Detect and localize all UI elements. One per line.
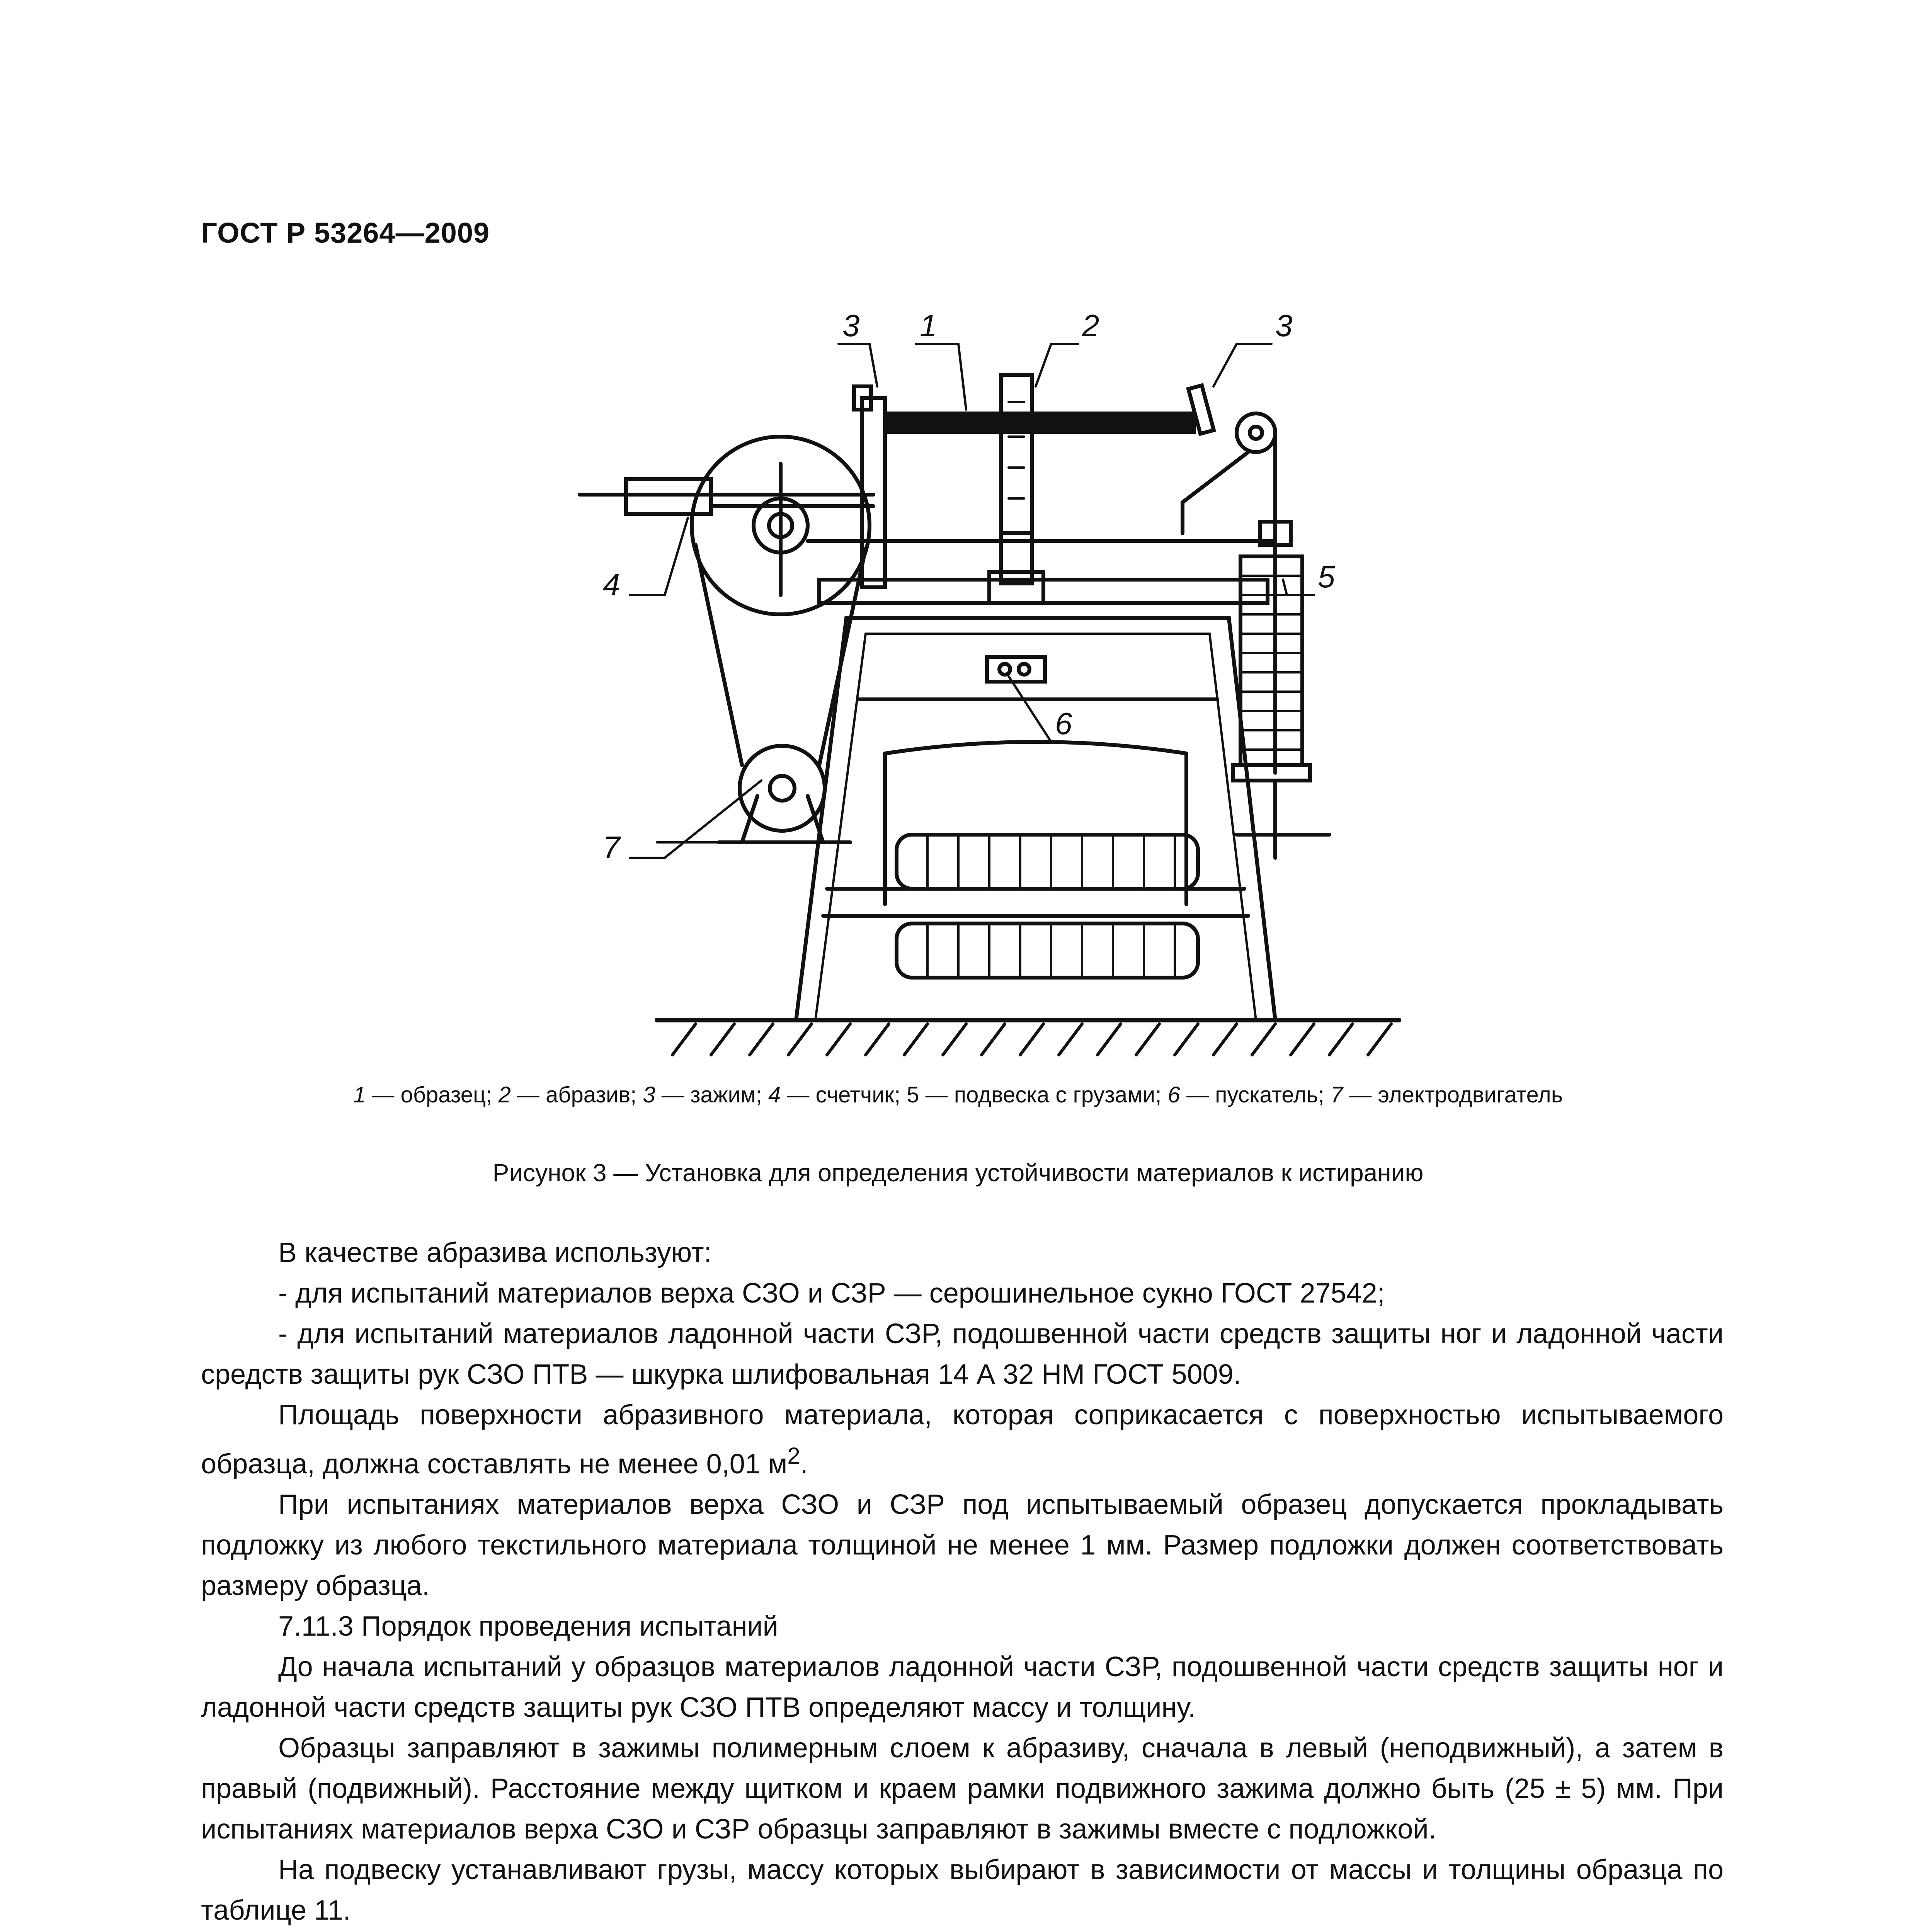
paragraph: - для испытаний материалов верха СЗО и СЗР — серошинельное сукно ГОСТ 27542; [278, 1278, 1385, 1309]
legend-text-6: — пускатель; [1180, 1082, 1331, 1107]
legend-text-4: — счетчик; 5 — подвеска с грузами; [781, 1082, 1168, 1107]
figure-legend [201, 1082, 1715, 1108]
apparatus-drawing [495, 301, 1422, 1074]
legend-text-7: — электродвигатель [1343, 1082, 1563, 1107]
paragraph: Образцы заправляют в зажимы полимерным слоем к абразиву, сначала в левый (неподвижный), а затем в правый (подвижный). Расстояние между щитком и краем рамки подвижного зажима должно быть (25 ± 5) мм. При испытаниях материалов верха СЗО и СЗР образцы заправляют в зажимы вместе с подложкой. [201, 1733, 1724, 1845]
paragraph [201, 1395, 1724, 1485]
superscript: 2 [787, 1443, 800, 1469]
callout-6: 6 [1055, 706, 1072, 741]
legend-text-3: — зажим; [655, 1082, 769, 1107]
callout-7: 7 [603, 830, 620, 864]
section-heading: 7.11.3 Порядок проведения испытаний [278, 1611, 778, 1642]
paragraph-text: . [800, 1449, 808, 1480]
legend-num-1: 1 [353, 1082, 366, 1107]
legend-num-6: 6 [1167, 1082, 1180, 1107]
paragraph: - для испытаний материалов ладонной части СЗР, подошвенной части средств защиты ног и ладонной части средств защиты рук СЗО ПТВ — шкурка шлифовальная 14 А 32 НМ ГОСТ 5009. [201, 1318, 1724, 1390]
paragraph-text: Площадь поверхности абразивного материала, которая соприкасается с поверхностью испытываемого образца, должна составлять не менее 0,01 м [201, 1400, 1724, 1480]
body-text-upper [201, 1233, 1724, 1931]
legend-num-7: 7 [1331, 1082, 1343, 1107]
legend-num-3: 3 [643, 1082, 655, 1107]
paragraph: До начала испытаний у образцов материалов ладонной части СЗР, подошвенной части средств защиты ног и ладонной части средств защиты рук СЗО ПТВ определяют массу и толщину. [201, 1651, 1724, 1723]
legend-num-2: 2 [498, 1082, 511, 1107]
figure-title: Рисунок 3 — Установка для определения устойчивости материалов к истиранию [492, 1159, 1424, 1187]
apparatus-figure [495, 301, 1422, 1074]
legend-num-4: 4 [768, 1082, 781, 1107]
legend-text-1: — образец; [366, 1082, 499, 1107]
paragraph: При испытаниях материалов верха СЗО и СЗР под испытываемый образец допускается прокладывать подложку из любого текстильного материала толщиной не менее 1 мм. Размер подложки должен соответствовать размеру образца. [201, 1489, 1724, 1601]
paragraph: В качестве абразива используют: [278, 1237, 712, 1268]
legend-text-2: — абразив; [510, 1082, 643, 1107]
callout-2: 2 [1082, 308, 1099, 343]
document-code-header: ГОСТ Р 53264—2009 [201, 217, 490, 249]
callout-3-left: 3 [842, 308, 860, 343]
callout-3-right: 3 [1275, 308, 1293, 343]
callout-5: 5 [1318, 560, 1335, 594]
paragraph: На подвеску устанавливают грузы, массу которых выбирают в зависимости от массы и толщины образца по таблице 11. [201, 1854, 1724, 1926]
callout-4: 4 [603, 567, 620, 602]
callout-1: 1 [920, 308, 937, 343]
